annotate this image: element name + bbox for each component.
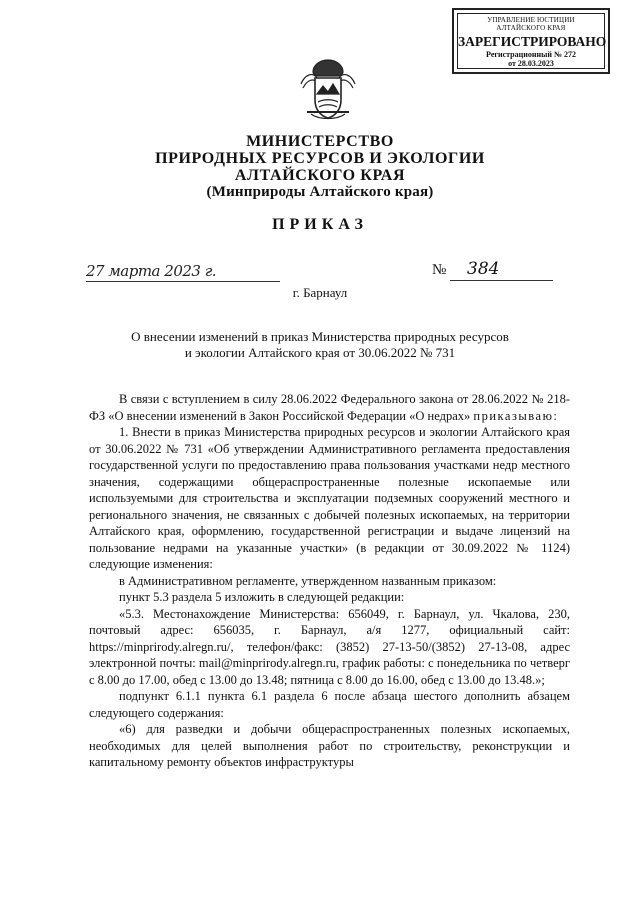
ministry-short-name: (Минприроды Алтайского края): [206, 184, 434, 200]
stamp-reg-number: Регистрационный № 272: [486, 50, 576, 59]
paragraph-clause-5-3: «5.3. Местонахождение Министерства: 656049, г. Барнаул, ул. Чкалова, 230, почтовый адрес: 656035, г. Барнаул, а/я 1277, официальный сайт: https://minprirody.alregn.ru/, телефон/факс: (3852) 27-13-50/(3852) 27-13-08, адрес электронной почты: mail@minprirody.alregn.ru, график работы: с понедельника по четверг с 8.00 до 17.00, обед с 13.00 до 13.48; пятница с 8.00 до 16.00, обед с 13.00 до 13.48.»;: [89, 606, 570, 687]
paragraph-regulation: в Административном регламенте, утвержденном названным приказом:: [119, 573, 497, 588]
document-subject: О внесении изменений в приказ Министерства природных ресурсов и экологии Алтайского края от 30.06.2022 № 731: [131, 329, 509, 360]
coat-of-arms-icon: [293, 54, 363, 124]
preamble-text: В связи с вступлением в силу 28.06.2022 Федерального закона от 28.06.2022 № 218-ФЗ «О внесении изменений в Закон Российской Федерации «О недрах»: [89, 392, 570, 423]
handwritten-date: 27 марта 2023 г.: [86, 262, 217, 280]
document-body: [89, 391, 570, 771]
number-label: №: [432, 262, 447, 278]
date-underline: [86, 281, 280, 282]
document-type: ПРИКАЗ: [272, 216, 368, 233]
stamp-status: ЗАРЕГИСТРИРОВАНО: [458, 34, 607, 49]
paragraph-clause-5-3-intro: пункт 5.3 раздела 5 изложить в следующей редакции:: [119, 590, 405, 604]
stamp-authority-line1: УПРАВЛЕНИЕ ЮСТИЦИИ: [487, 16, 575, 24]
preamble-colon: :: [553, 408, 557, 423]
registration-stamp: [452, 8, 610, 74]
ministry-title-line2: ПРИРОДНЫХ РЕСУРСОВ И ЭКОЛОГИИ: [155, 150, 485, 167]
paragraph-subclause-6-1-1: подпункт 6.1.1 пункта 6.1 раздела 6 после абзаца шестого дополнить абзацем следующего содержания:: [89, 689, 570, 720]
number-underline: [450, 280, 553, 281]
paragraph-preamble: [89, 391, 570, 424]
stamp-authority-line2: АЛТАЙСКОГО КРАЯ: [496, 24, 566, 32]
handwritten-number: 384: [467, 259, 500, 279]
city: г. Барнаул: [292, 285, 348, 300]
paragraph-new-item-6: «6) для разведки и добычи общераспространенных полезных ископаемых, необходимых для целей выполнения работ по строительству, реконструкции и капитальному ремонту объектов инфраструктуры: [89, 722, 570, 769]
stamp-frame: [457, 13, 605, 69]
ministry-title-line3: АЛТАЙСКОГО КРАЯ: [234, 167, 406, 184]
paragraph-item-1: 1. Внести в приказ Министерства природных ресурсов и экологии Алтайского края от 30.06.2022 № 731 «Об утверждении Административного регламента предоставления государственной услуги по предоставлению права пользования участками недр местного значения, содержащими общераспространенные полезные ископаемые или используемыми для строительства и эксплуатации подземных сооружений местного и регионального значения, не связанных с добычей полезных ископаемых, на территории Алтайского края, оформлению, государственной регистрации и выдаче лицензий на пользование недрами на указанные участки» (в редакции от 30.09.2022 № 1124) следующие изменения:: [89, 425, 570, 571]
stamp-reg-date: от 28.03.2023: [508, 59, 554, 68]
ministry-title-line1: МИНИСТЕРСТВО: [246, 133, 394, 150]
order-verb: приказываю: [473, 408, 554, 423]
